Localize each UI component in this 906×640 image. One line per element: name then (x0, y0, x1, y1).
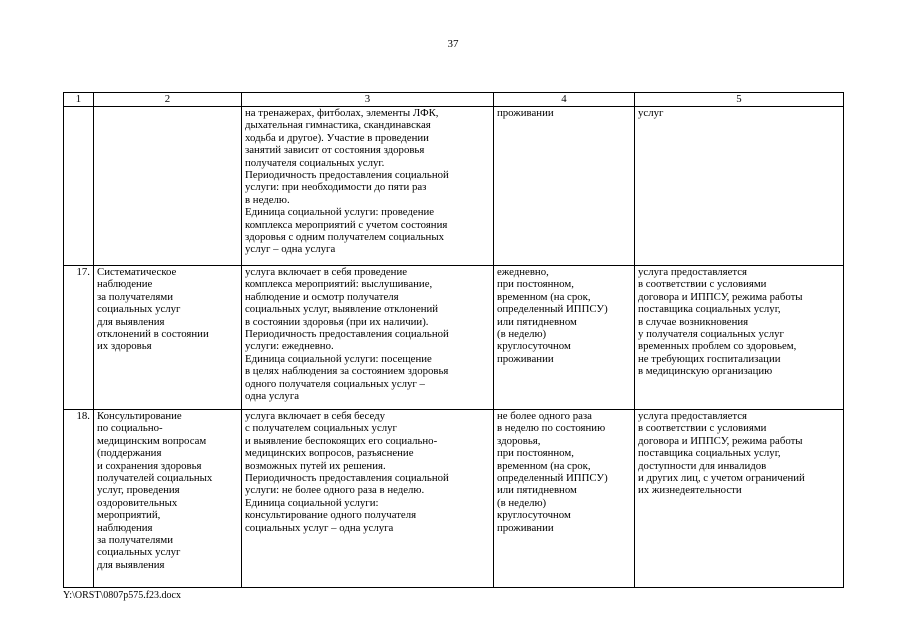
description-line: комплекса мероприятий с учетом состояния (245, 218, 448, 231)
description-line: услуга включает в себя проведение (245, 266, 408, 278)
description-line: занятий зависит от состояния здоровья (245, 144, 425, 157)
description-line: в целях наблюдения за состоянием здоровья (245, 365, 449, 378)
name-line: социальных услуг (97, 303, 181, 316)
frequency-line: не более одного раза (497, 410, 592, 422)
frequency-line: определенный ИППСУ) (497, 472, 608, 485)
description-line: здоровья с одним получателем социальных (245, 231, 444, 244)
conditions-line: в случае возникновения (638, 315, 749, 328)
description-line: комплекса мероприятий: выслушивание, (245, 278, 433, 291)
conditions-line: договора и ИППСУ, режима работы (638, 434, 803, 447)
description-line: дыхательная гимнастика, скандинавская (245, 119, 431, 132)
conditions-line: в медицинскую организацию (638, 365, 773, 378)
description-line: консультирование одного получателя (245, 509, 417, 522)
name-line: Систематическое (97, 266, 177, 278)
description-line: услуги: при необходимости до пяти раз (245, 181, 427, 194)
name-line: за получателями (97, 290, 173, 303)
description-line: социальных услуг – одна услуга (245, 521, 394, 534)
description-line: ходьба и другое). Участие в проведении (245, 131, 429, 144)
column-header-5: 5 (635, 93, 844, 107)
name-line: Консультирование (97, 410, 182, 422)
conditions-line: услуга предоставляется (638, 266, 748, 278)
description-line: Периодичность предоставления социальной (245, 328, 449, 341)
description-line: одна услуга (245, 390, 300, 403)
frequency-line: или пятидневном (497, 484, 577, 497)
cell-name (94, 107, 242, 266)
name-line: для выявления (97, 558, 165, 571)
table-row (64, 410, 844, 588)
description-line: с получателем социальных услуг (245, 422, 397, 435)
name-line: услуг, проведения (97, 484, 180, 497)
frequency-line: проживании (497, 352, 554, 365)
conditions-line: в соответствии с условиями (638, 422, 767, 435)
frequency-line: определенный ИППСУ) (497, 303, 608, 316)
row-number: 18. (64, 410, 94, 588)
description-line: и выявление беспокоящих его социально- (245, 434, 438, 447)
frequency-line: временном (на срок, (497, 290, 591, 303)
name-line: наблюдение (97, 278, 153, 291)
description-line: медицинских вопросов, разъяснение (245, 447, 414, 460)
frequency-line: временном (на срок, (497, 459, 591, 472)
row-number (64, 107, 94, 266)
page-number: 37 (447, 38, 459, 50)
conditions-line: у получателя социальных услуг (638, 328, 784, 341)
description-line: Единица социальной услуги: (245, 496, 379, 509)
description-line: услуги: не более одного раза в неделю. (245, 484, 425, 497)
cell-conditions (635, 410, 844, 588)
frequency-line: здоровья, (497, 434, 541, 447)
column-header-4: 4 (494, 93, 635, 107)
description-line: возможных путей их решения. (245, 459, 386, 472)
frequency-line: в неделю по состоянию (497, 422, 606, 435)
cell-description (242, 107, 494, 266)
cell-frequency (494, 107, 635, 266)
column-header-2: 2 (94, 93, 242, 107)
description-line: услуги: ежедневно. (245, 340, 334, 353)
conditions-line: услуг (638, 107, 664, 119)
frequency-line: (в неделю) (497, 328, 547, 341)
frequency-line: или пятидневном (497, 315, 577, 328)
description-line: на тренажерах, фитболах, элементы ЛФК, (245, 107, 439, 119)
conditions-line: их жизнедеятельности (638, 484, 742, 497)
name-line: (поддержания (97, 447, 162, 460)
table-row (64, 266, 844, 410)
file-path-footer: Y:\ORST\0807p575.f23.docx (63, 590, 181, 601)
description-line: Единица социальной услуги: проведение (245, 206, 435, 219)
cell-frequency (494, 266, 635, 410)
conditions-line: в соответствии с условиями (638, 278, 767, 291)
cell-description (242, 410, 494, 588)
description-line: в состоянии здоровья (при их наличии). (245, 315, 429, 328)
cell-conditions (635, 107, 844, 266)
name-line: за получателями (97, 534, 173, 547)
conditions-line: услуга предоставляется (638, 410, 748, 422)
frequency-line: (в неделю) (497, 496, 547, 509)
description-line: социальных услуг, выявление отклонений (245, 303, 439, 316)
conditions-line: не требующих госпитализации (638, 352, 781, 365)
frequency-line: круглосуточном (497, 509, 571, 522)
name-line: наблюдения (97, 521, 153, 534)
table-row (64, 107, 844, 266)
frequency-line: проживании (497, 521, 554, 534)
description-line: Единица социальной услуги: посещение (245, 352, 432, 365)
frequency-line: при постоянном, (497, 447, 574, 460)
description-line: получателя социальных услуг. (245, 156, 385, 169)
table-header-row (64, 93, 844, 107)
name-line: социальных услуг (97, 546, 181, 559)
frequency-line: ежедневно, (497, 266, 549, 278)
description-line: одного получателя социальных услуг – (245, 377, 425, 390)
cell-name (94, 266, 242, 410)
conditions-line: поставщика социальных услуг, (638, 447, 781, 460)
conditions-line: временных проблем со здоровьем, (638, 340, 797, 353)
name-line: оздоровительных (97, 496, 178, 509)
name-line: мероприятий, (97, 509, 161, 522)
cell-description (242, 266, 494, 410)
frequency-line: круглосуточном (497, 340, 571, 353)
cell-name (94, 410, 242, 588)
conditions-line: и других лиц, с учетом ограничений (638, 472, 805, 485)
description-line: в неделю. (245, 193, 290, 206)
conditions-line: поставщика социальных услуг, (638, 303, 781, 316)
name-line: для выявления (97, 315, 165, 328)
description-line: наблюдение и осмотр получателя (245, 290, 399, 303)
column-header-1: 1 (64, 93, 94, 107)
frequency-line: при постоянном, (497, 278, 574, 291)
name-line: получателей социальных (97, 472, 213, 485)
row-number: 17. (64, 266, 94, 410)
services-table (63, 92, 844, 588)
cell-conditions (635, 266, 844, 410)
description-line: Периодичность предоставления социальной (245, 169, 449, 182)
description-line: услуг – одна услуга (245, 243, 336, 256)
description-line: услуга включает в себя беседу (245, 410, 385, 422)
column-header-3: 3 (242, 93, 494, 107)
name-line: и сохранения здоровья (97, 459, 202, 472)
cell-frequency (494, 410, 635, 588)
name-line: отклонений в состоянии (97, 328, 209, 341)
name-line: по социально- (97, 422, 163, 435)
frequency-line: проживании (497, 107, 554, 119)
conditions-line: договора и ИППСУ, режима работы (638, 290, 803, 303)
name-line: их здоровья (97, 340, 152, 353)
description-line: Периодичность предоставления социальной (245, 472, 449, 485)
conditions-line: доступности для инвалидов (638, 459, 767, 472)
name-line: медицинским вопросам (97, 434, 207, 447)
